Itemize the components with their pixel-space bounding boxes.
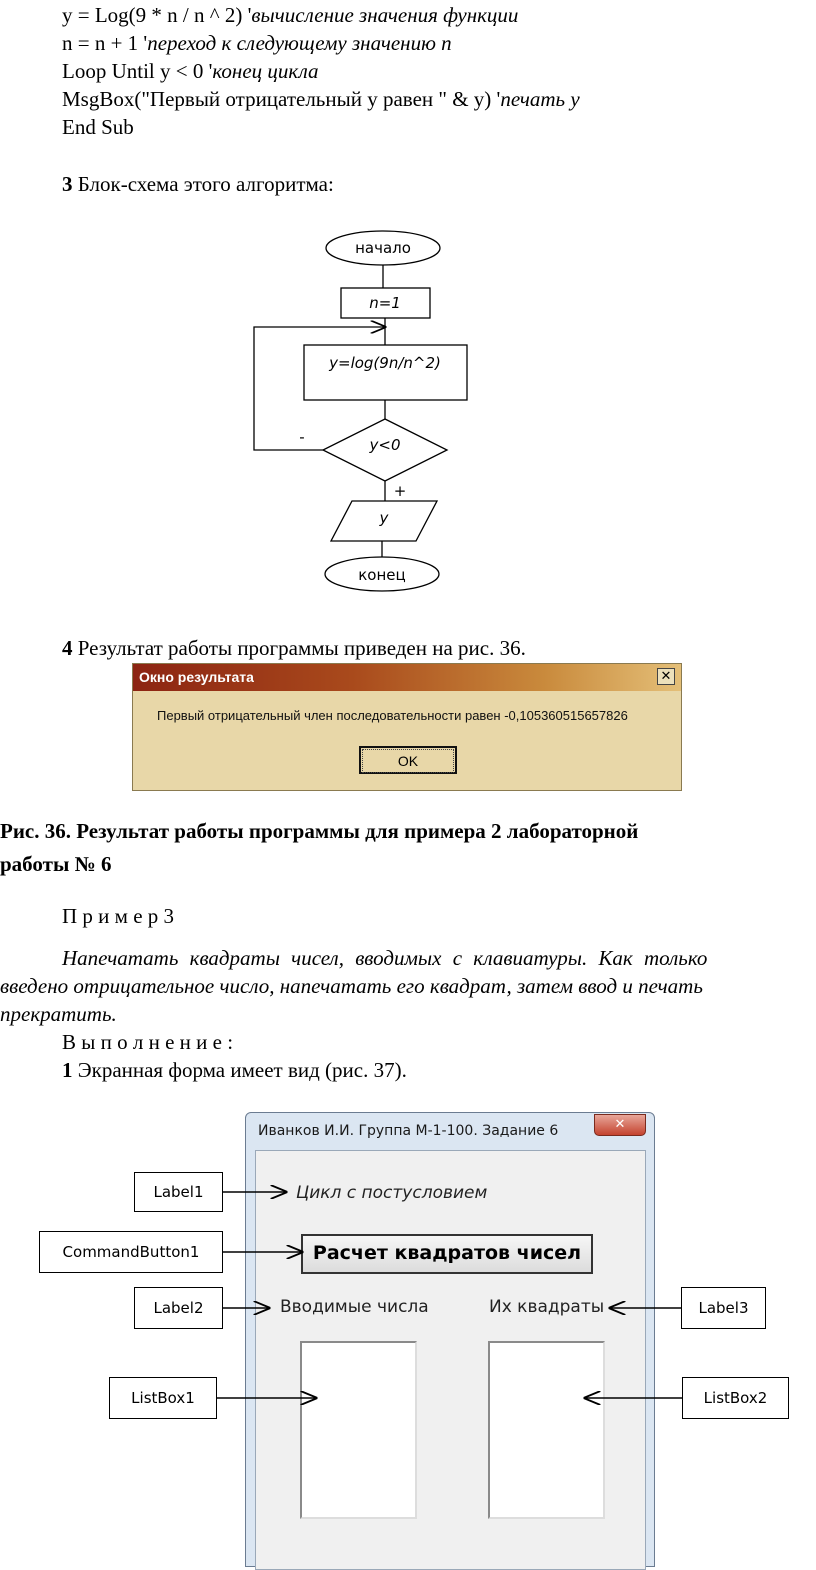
step-number: 1 (62, 1058, 73, 1082)
caption-line-2: работы № 6 (0, 852, 112, 876)
flow-output-label: y (379, 509, 389, 527)
code-text: Loop Until y < 0 ' (62, 59, 213, 83)
step-4-paragraph (62, 636, 526, 661)
callout-listbox1: ListBox1 (109, 1377, 217, 1419)
form-window (245, 1112, 655, 1567)
example-heading: П р и м е р 3 (62, 904, 175, 928)
figure-caption (0, 815, 638, 881)
code-comment: печать y (500, 87, 580, 111)
calculate-squares-button[interactable]: Расчет квадратов чисел (301, 1234, 593, 1274)
result-message: Первый отрицательный член последовательности равен -0,105360515657826 (157, 708, 628, 723)
code-text: n = n + 1 ' (62, 31, 148, 55)
step-number: 3 (62, 172, 73, 196)
step-text: Блок-схема этого алгоритма: (72, 172, 334, 196)
task-line-1: Напечатать квадраты чисел, вводимых с клавиатуры. Как только (62, 946, 708, 970)
listbox2-control[interactable] (488, 1341, 605, 1519)
form-window-title: Иванков И.И. Группа М-1-100. Задание 6 (258, 1123, 559, 1139)
label3-control: Их квадраты (489, 1297, 605, 1317)
code-comment: вычисление значения функции (251, 3, 519, 27)
label1-control: Цикл с постусловием (296, 1183, 488, 1203)
flow-init-label: n=1 (369, 294, 401, 312)
callout-label3: Label3 (681, 1287, 766, 1329)
caption-line-1: Рис. 36. Результат работы программы для примера 2 лабораторной (0, 819, 639, 843)
code-text: End Sub (62, 115, 134, 139)
result-window (132, 663, 682, 791)
task-line-3: прекратить. (0, 1002, 117, 1026)
flowchart (0, 0, 816, 600)
callout-label2: Label2 (134, 1287, 223, 1329)
result-window-titlebar[interactable] (133, 664, 681, 691)
flow-process-label: y=log(9n/n^2) (329, 354, 441, 372)
callout-listbox2: ListBox2 (682, 1377, 789, 1419)
callout-command-button1: CommandButton1 (39, 1231, 223, 1273)
flow-end-label: конец (358, 566, 406, 584)
step-text: Результат работы программы приведен на рис. 36. (72, 636, 526, 660)
result-window-title: Окно результата (139, 669, 254, 685)
code-comment: переход к следующему значению n (147, 31, 452, 55)
form-client-area (255, 1150, 646, 1570)
close-icon[interactable]: ✕ (594, 1114, 646, 1136)
flow-start-label: начало (355, 239, 411, 257)
ok-button-label: OK (362, 749, 454, 773)
flow-no-label: - (299, 428, 305, 446)
listbox1-control[interactable] (300, 1341, 417, 1519)
execution-heading: В ы п о л н е н и е : (62, 1030, 234, 1054)
flow-yes-label: + (393, 482, 407, 500)
flow-condition-label: y<0 (369, 436, 401, 454)
code-text: y = Log(9 * n / n ^ 2) ' (62, 3, 252, 27)
code-text: MsgBox("Первый отрицательный y равен " & y) ' (62, 87, 501, 111)
step-number: 4 (62, 636, 73, 660)
ok-button[interactable] (359, 746, 457, 774)
close-icon[interactable]: ✕ (657, 668, 675, 685)
label2-control: Вводимые числа (280, 1297, 429, 1317)
step-1-paragraph (62, 1058, 407, 1083)
task-line-2: введено отрицательное число, напечатать его квадрат, затем ввод и печать (0, 974, 703, 998)
callout-label1: Label1 (134, 1172, 223, 1212)
step-text: Экранная форма имеет вид (рис. 37). (72, 1058, 407, 1082)
code-comment: конец цикла (212, 59, 319, 83)
